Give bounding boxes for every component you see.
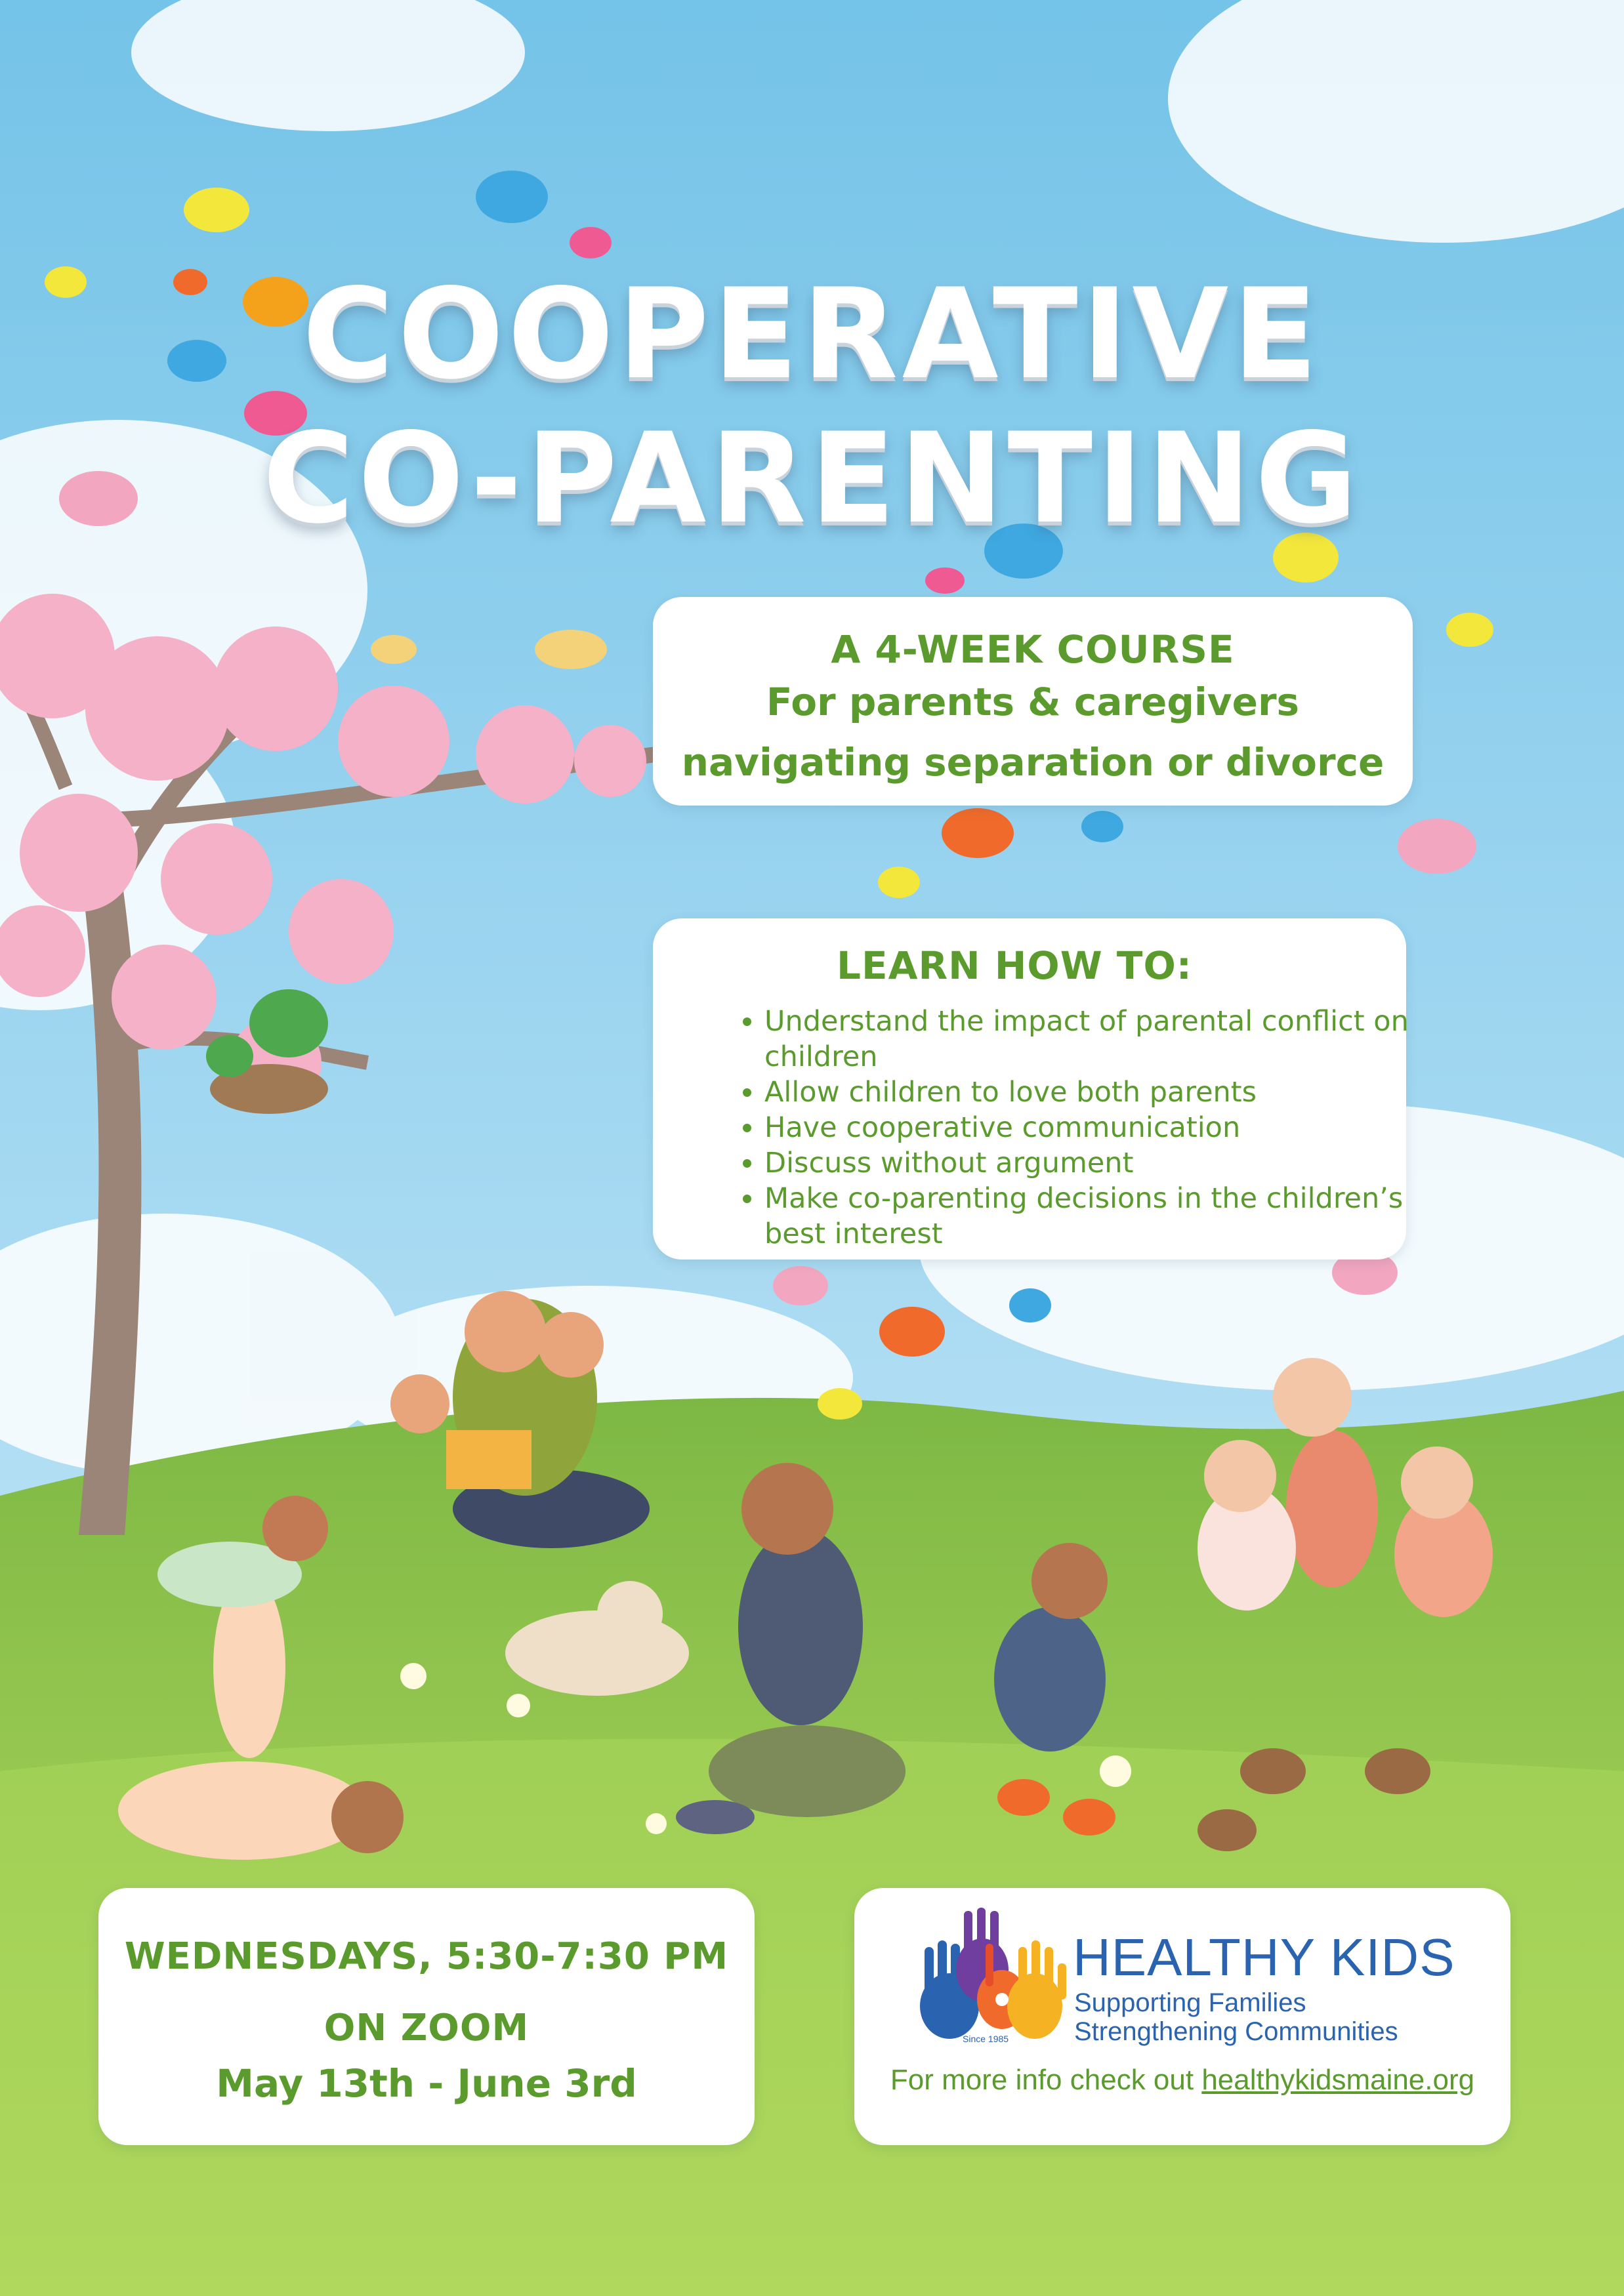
org-since: Since 1985 — [963, 2034, 1009, 2044]
butterfly-icon — [1009, 1288, 1051, 1322]
butterfly-icon — [925, 567, 965, 594]
butterfly-icon — [818, 1388, 862, 1420]
organization-card — [854, 1888, 1510, 2145]
org-website-link[interactable]: healthykidsmaine.org — [1201, 2064, 1475, 2096]
org-info-text: For more info check out — [890, 2064, 1202, 2096]
course-info-card — [653, 597, 1413, 806]
butterfly-icon — [1446, 613, 1493, 647]
title — [0, 262, 1624, 551]
butterfly-icon — [879, 1307, 945, 1357]
bird-icon — [371, 635, 417, 664]
course-heading: A 4-WEEK COURSE — [831, 627, 1235, 672]
butterfly-icon — [184, 188, 249, 232]
list-item: • Discuss without argument — [764, 1145, 1453, 1181]
schedule-card — [98, 1888, 755, 2145]
title-line-1: COOPERATIVE — [302, 262, 1322, 407]
bird-icon — [535, 630, 607, 669]
butterfly-icon — [570, 227, 612, 258]
butterfly-icon — [878, 867, 920, 898]
bird-icon — [249, 989, 328, 1057]
course-audience-line-2: navigating separation or divorce — [681, 740, 1385, 785]
org-tagline-2: Strengthening Communities — [1074, 2017, 1398, 2046]
list-item: • Understand the impact of parental conflict on children — [764, 1004, 1453, 1075]
org-info-line — [854, 2064, 1510, 2097]
learn-heading: LEARN HOW TO: — [837, 943, 1192, 988]
course-audience-line-1: For parents & caregivers — [766, 680, 1300, 724]
list-item: • Allow children to love both parents — [764, 1075, 1453, 1110]
learn-list — [705, 1004, 1453, 1252]
schedule-location: ON ZOOM — [323, 2007, 530, 2049]
butterfly-icon — [773, 1266, 828, 1305]
butterfly-icon — [476, 171, 548, 223]
list-item: • Make co-parenting decisions in the children’s best interest — [764, 1181, 1453, 1252]
butterfly-icon — [1398, 819, 1476, 874]
list-item: • Have cooperative communication — [764, 1110, 1453, 1145]
schedule-day-time: WEDNESDAYS, 5:30-7:30 PM — [124, 1935, 729, 1978]
butterfly-icon — [1081, 811, 1123, 842]
butterfly-icon — [942, 808, 1014, 858]
org-name: HEALTHY KIDS — [1073, 1928, 1455, 1986]
schedule-dates: May 13th - June 3rd — [216, 2061, 637, 2106]
org-tagline-1: Supporting Families — [1074, 1988, 1306, 2017]
title-line-2: CO-PARENTING — [262, 406, 1362, 551]
learn-how-to-card — [653, 918, 1409, 1260]
